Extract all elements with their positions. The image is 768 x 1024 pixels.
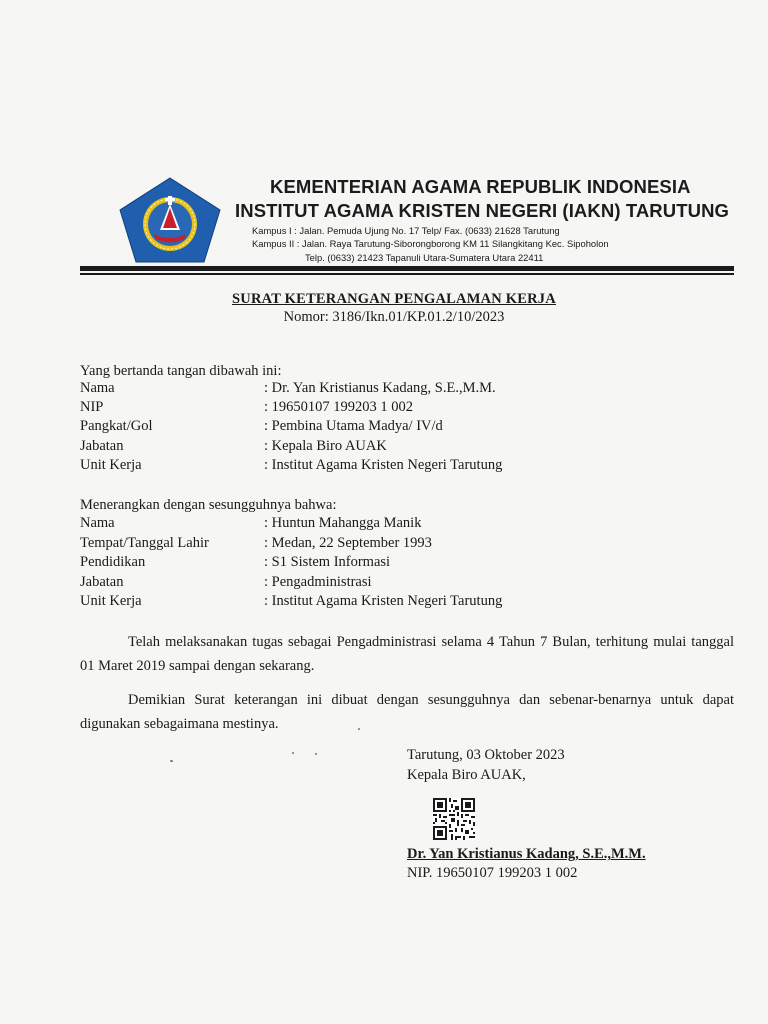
service-paragraph	[80, 630, 734, 678]
subject-intro: Menerangkan dengan sesungguhnya bahwa:	[80, 497, 337, 513]
letterhead-divider-thin	[80, 273, 734, 275]
subject-education-value: : S1 Sistem Informasi	[264, 554, 391, 570]
signer-position-label: Jabatan	[80, 438, 124, 454]
document-title: SURAT KETERANGAN PENGALAMAN KERJA	[232, 291, 556, 307]
subject-name-label: Nama	[80, 515, 115, 531]
signer-unit-label: Unit Kerja	[80, 457, 142, 473]
signature-nip: NIP. 19650107 199203 1 002	[407, 865, 578, 881]
iakn-logo-icon	[118, 176, 222, 264]
service-paragraph-text: Telah melaksanakan tugas sebagai Pengadministrasi selama 4 Tahun 7 Bulan, terhitung mulai tanggal 01 Maret 2019 sampai dengan sekarang.	[80, 634, 734, 674]
ministry-name: KEMENTERIAN AGAMA REPUBLIK INDONESIA	[270, 176, 691, 197]
closing-paragraph-text: Demikian Surat keterangan ini dibuat dengan sesungguhnya dan sebenar-benarnya untuk dapat digunakan sebagaimana mestinya.	[80, 692, 734, 732]
document-number: Nomor: 3186/Ikn.01/KP.01.2/10/2023	[283, 309, 505, 325]
scan-speck	[358, 728, 360, 730]
subject-position-label: Jabatan	[80, 574, 124, 590]
letterhead-divider-thick	[80, 266, 734, 271]
qr-code-icon	[433, 798, 475, 840]
subject-position-value: : Pengadministrasi	[264, 574, 372, 590]
signature-place-date: Tarutung, 03 Oktober 2023	[407, 747, 565, 763]
signer-position-value: : Kepala Biro AUAK	[264, 438, 387, 454]
signature-role: Kepala Biro AUAK,	[407, 767, 526, 783]
signer-name-label: Nama	[80, 380, 115, 396]
campus-2-address: Kampus II : Jalan. Raya Tarutung-Siborongborong KM 11 Silangkitang Kec. Sipoholon	[252, 238, 609, 249]
campus-2-phone: Telp. (0633) 21423 Tapanuli Utara-Sumatera Utara 22411	[305, 252, 544, 263]
scan-speck	[292, 752, 294, 754]
signer-intro: Yang bertanda tangan dibawah ini:	[80, 363, 282, 379]
signer-name-value: : Dr. Yan Kristianus Kadang, S.E.,M.M.	[264, 380, 496, 396]
signer-nip-value: : 19650107 199203 1 002	[264, 399, 414, 415]
institute-name: INSTITUT AGAMA KRISTEN NEGERI (IAKN) TARUTUNG	[235, 200, 730, 221]
signer-nip-label: NIP	[80, 399, 104, 415]
scan-speck	[315, 753, 317, 755]
campus-1-address: Kampus I : Jalan. Pemuda Ujung No. 17 Telp/ Fax. (0633) 21628 Tarutung	[252, 225, 560, 236]
subject-birth-label: Tempat/Tanggal Lahir	[80, 535, 209, 551]
subject-education-label: Pendidikan	[80, 554, 146, 570]
signer-rank-value: : Pembina Utama Madya/ IV/d	[264, 418, 443, 434]
subject-birth-value: : Medan, 22 September 1993	[264, 535, 432, 551]
signer-rank-label: Pangkat/Gol	[80, 418, 153, 434]
subject-unit-label: Unit Kerja	[80, 593, 142, 609]
subject-name-value: : Huntun Mahangga Manik	[264, 515, 422, 531]
signature-name: Dr. Yan Kristianus Kadang, S.E.,M.M.	[407, 846, 646, 862]
scan-speck	[170, 760, 173, 762]
subject-unit-value: : Institut Agama Kristen Negeri Tarutung	[264, 593, 503, 609]
closing-paragraph	[80, 688, 734, 736]
signer-unit-value: : Institut Agama Kristen Negeri Tarutung	[264, 457, 503, 473]
